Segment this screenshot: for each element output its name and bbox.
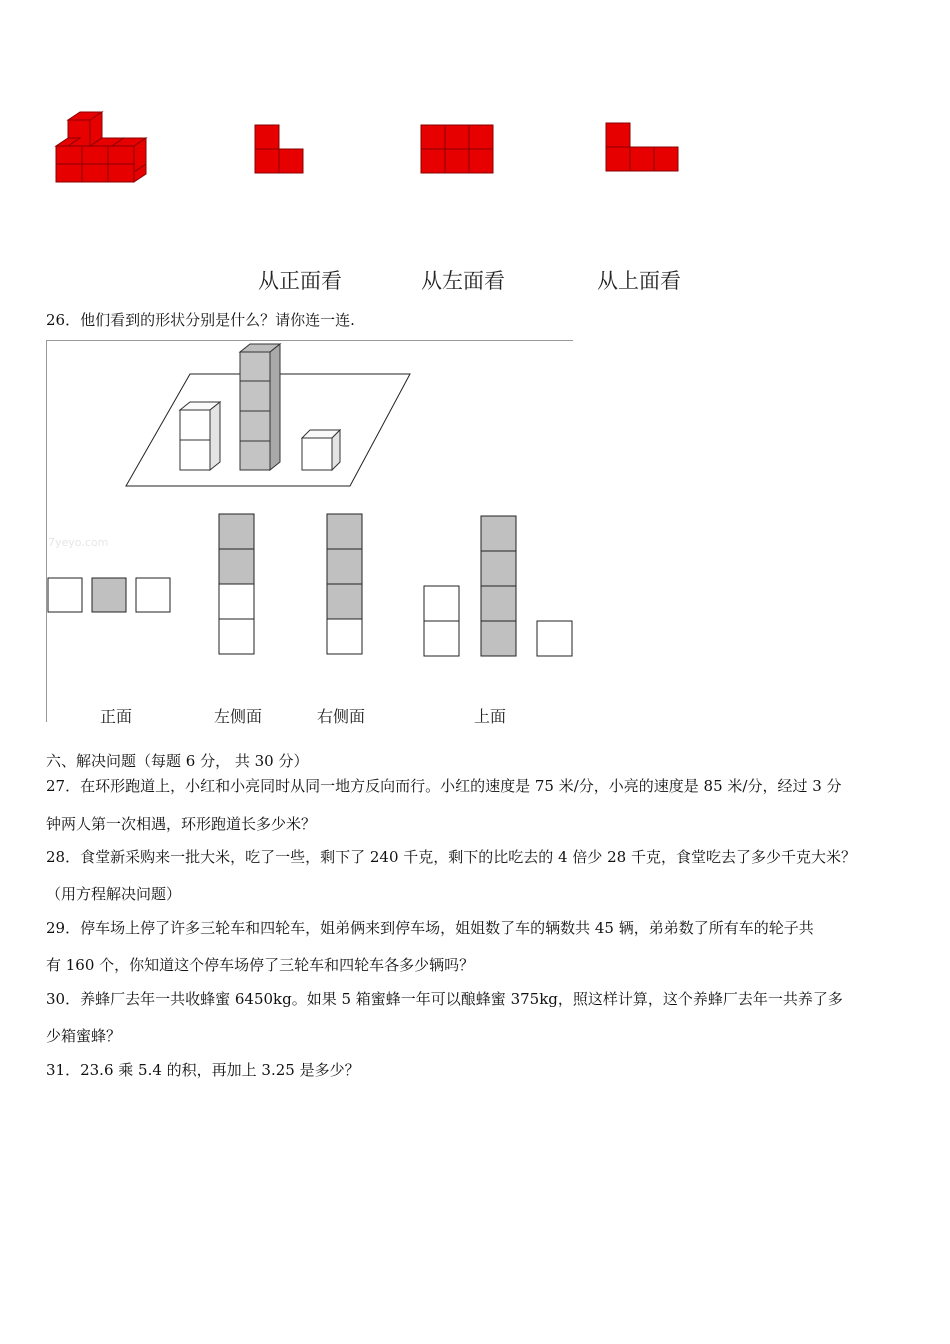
- watermark: 7yeyo.com: [48, 536, 109, 549]
- top-view-shape: [605, 122, 681, 172]
- caption-left-view: 从左面看: [421, 269, 505, 293]
- question-27-line-1: 27．在环形跑道上，小红和小亮同时从同一地方反向而行。小红的速度是 75 米/分，小亮的速度是 85 米/分，经过 3 分: [46, 777, 842, 795]
- label-front: 正面: [100, 707, 133, 726]
- question-30-line-2: 少箱蜜蜂？: [46, 1027, 122, 1045]
- question-30-line-1: 30．养蜂厂去年一共收蜂蜜 6450kg。如果 5 箱蜜蜂一年可以酿蜂蜜 375kg，照这样计算，这个养蜂厂去年一共养了多: [46, 990, 843, 1008]
- view-right-side-squares: [326, 513, 364, 657]
- question-27-line-2: 钟两人第一次相遇，环形跑道长多少米？: [46, 815, 317, 833]
- label-right-side: 右侧面: [317, 707, 366, 726]
- caption-top-view: 从上面看: [597, 269, 681, 293]
- caption-front-view: 从正面看: [258, 269, 342, 293]
- view-front-squares: [47, 577, 173, 615]
- question-29-line-1: 29．停车场上停了许多三轮车和四轮车，姐弟俩来到停车场，姐姐数了车的辆数共 45 辆，弟弟数了所有车的轮子共: [46, 919, 814, 937]
- red-cube-3d-solid: [50, 108, 150, 186]
- view-left-side-squares: [218, 513, 256, 657]
- section-6-title: 六、解决问题（每题 6 分， 共 30 分）: [46, 752, 309, 770]
- question-26-text: 26．他们看到的形状分别是什么？请你连一连.: [46, 311, 355, 329]
- front-view-shape: [254, 124, 304, 174]
- label-top: 上面: [474, 707, 507, 726]
- question-31-line-1: 31．23.6 乘 5.4 的积，再加上 3.25 是多少？: [46, 1061, 360, 1079]
- question-28-line-1: 28．食堂新采购来一批大米，吃了一些，剩下了 240 千克，剩下的比吃去的 4 倍少 28 千克，食堂吃去了多少千克大米？: [46, 848, 856, 866]
- label-left-side: 左侧面: [214, 707, 263, 726]
- cube-arrangement-scene: [120, 340, 420, 490]
- figure-frame-left: [46, 340, 47, 722]
- question-29-line-2: 有 160 个，你知道这个停车场停了三轮车和四轮车各多少辆吗？: [46, 956, 475, 974]
- left-view-shape: [420, 124, 494, 174]
- question-28-line-2: （用方程解决问题）: [46, 885, 182, 903]
- view-top-squares: [423, 515, 575, 659]
